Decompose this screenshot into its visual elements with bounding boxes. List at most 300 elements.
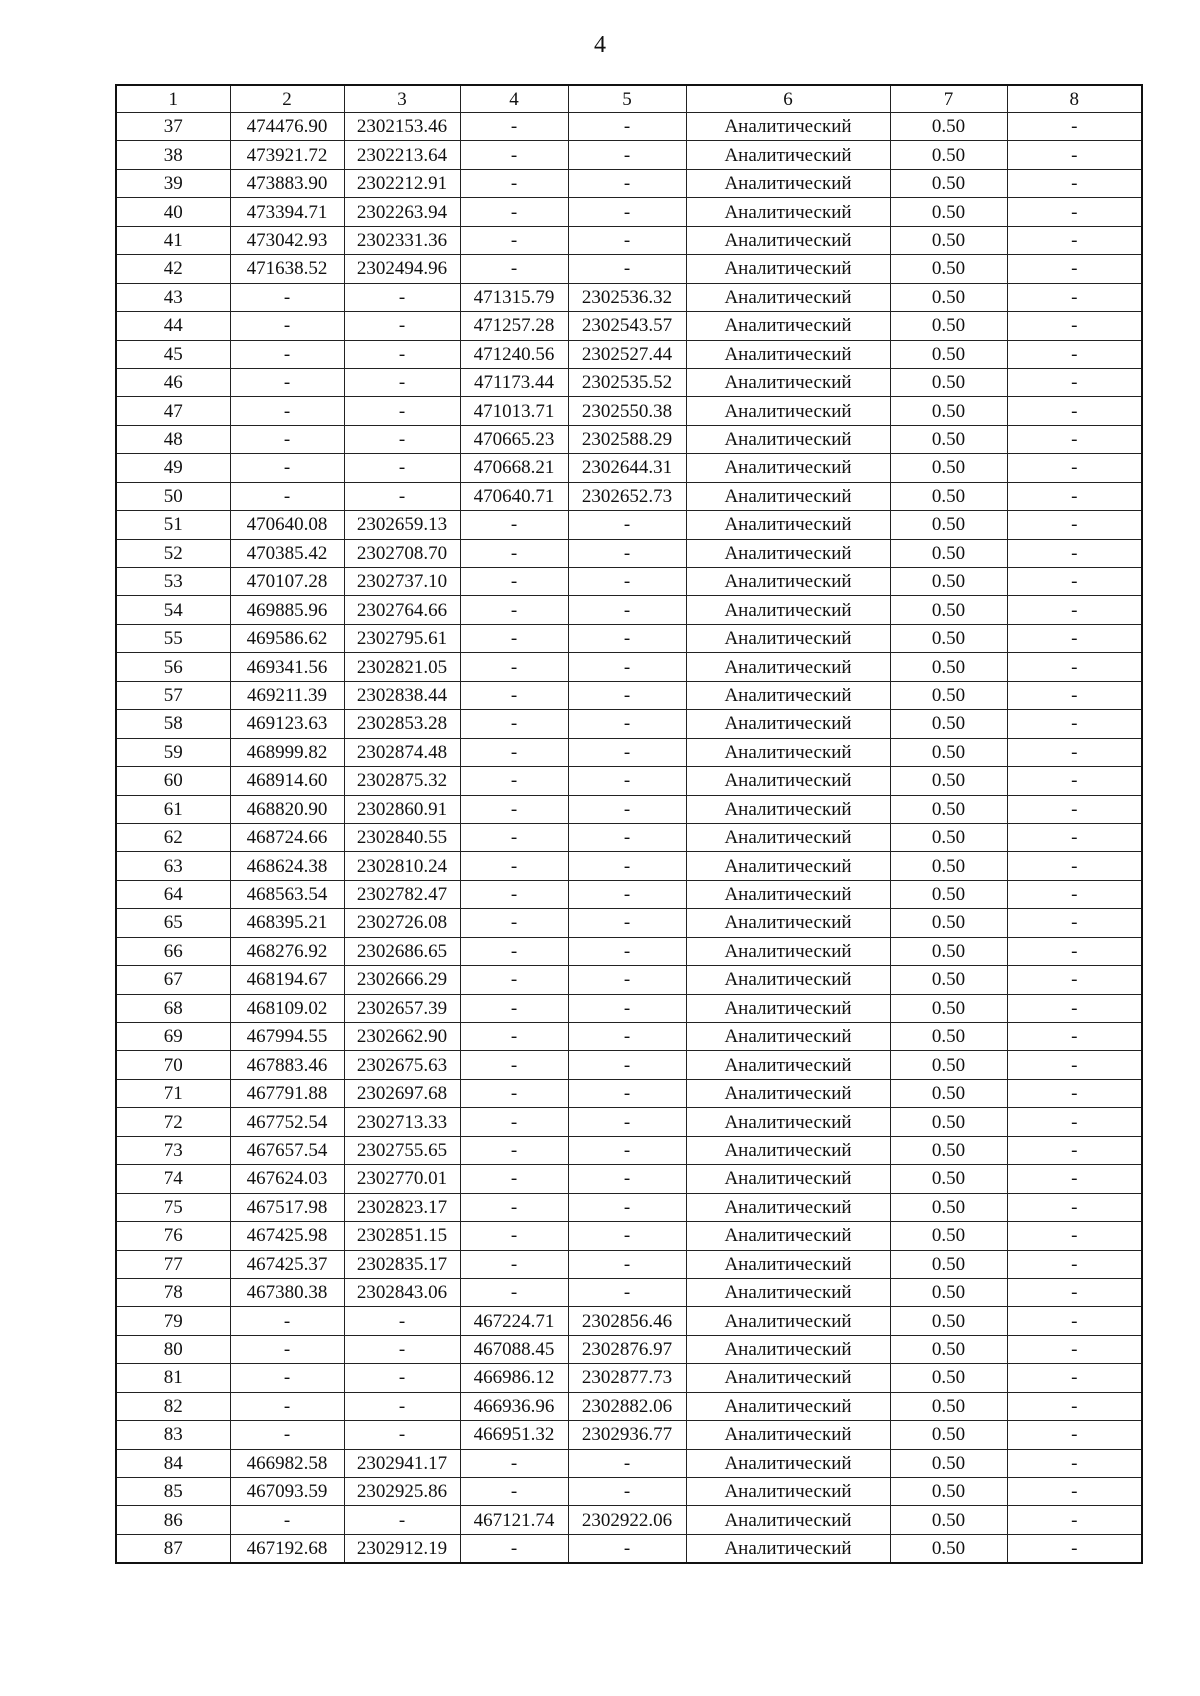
table-row bbox=[116, 454, 1142, 482]
table-cell: - bbox=[1007, 994, 1142, 1022]
table-cell: Аналитический bbox=[686, 113, 890, 141]
table-cell: - bbox=[568, 1449, 686, 1477]
table-cell: - bbox=[1007, 454, 1142, 482]
table-cell: - bbox=[568, 880, 686, 908]
table-cell: - bbox=[568, 255, 686, 283]
table-cell: 47 bbox=[116, 397, 230, 425]
table-cell: 56 bbox=[116, 653, 230, 681]
table-cell: - bbox=[460, 880, 568, 908]
table-cell: 79 bbox=[116, 1307, 230, 1335]
table-cell: 2302675.63 bbox=[344, 1051, 460, 1079]
table-cell: 473042.93 bbox=[230, 226, 344, 254]
table-row bbox=[116, 937, 1142, 965]
table-cell: 470107.28 bbox=[230, 568, 344, 596]
table-cell: 0.50 bbox=[890, 710, 1007, 738]
column-header-1: 1 bbox=[116, 85, 230, 113]
table-cell: 466936.96 bbox=[460, 1392, 568, 1420]
table-cell: 0.50 bbox=[890, 852, 1007, 880]
table-cell: 43 bbox=[116, 283, 230, 311]
table-cell: 0.50 bbox=[890, 1108, 1007, 1136]
table-cell: 2302876.97 bbox=[568, 1335, 686, 1363]
table-cell: 0.50 bbox=[890, 1534, 1007, 1563]
table-cell: - bbox=[344, 368, 460, 396]
table-cell: 0.50 bbox=[890, 1193, 1007, 1221]
table-cell: 470665.23 bbox=[460, 425, 568, 453]
table-cell: 2302213.64 bbox=[344, 141, 460, 169]
table-cell: - bbox=[460, 795, 568, 823]
table-cell: 2302823.17 bbox=[344, 1193, 460, 1221]
table-cell: 2302535.52 bbox=[568, 368, 686, 396]
table-cell: 85 bbox=[116, 1478, 230, 1506]
column-header-7: 7 bbox=[890, 85, 1007, 113]
table-cell: 469211.39 bbox=[230, 681, 344, 709]
table-cell: 53 bbox=[116, 568, 230, 596]
table-row bbox=[116, 596, 1142, 624]
table-cell: - bbox=[230, 368, 344, 396]
table-cell: - bbox=[568, 539, 686, 567]
table-cell: 2302877.73 bbox=[568, 1364, 686, 1392]
table-cell: - bbox=[1007, 368, 1142, 396]
table-cell: 51 bbox=[116, 511, 230, 539]
table-cell: 57 bbox=[116, 681, 230, 709]
table-cell: 467994.55 bbox=[230, 1023, 344, 1051]
table-row bbox=[116, 113, 1142, 141]
table-row bbox=[116, 482, 1142, 510]
table-cell: 2302726.08 bbox=[344, 909, 460, 937]
table-cell: 468194.67 bbox=[230, 966, 344, 994]
table-cell: - bbox=[460, 1023, 568, 1051]
table-cell: - bbox=[1007, 1335, 1142, 1363]
table-cell: - bbox=[460, 1222, 568, 1250]
table-cell: - bbox=[460, 966, 568, 994]
table-cell: 38 bbox=[116, 141, 230, 169]
table-cell: 467093.59 bbox=[230, 1478, 344, 1506]
table-cell: - bbox=[1007, 1250, 1142, 1278]
table-cell: - bbox=[568, 113, 686, 141]
table-cell: - bbox=[568, 1165, 686, 1193]
table-cell: - bbox=[230, 425, 344, 453]
table-cell: 471257.28 bbox=[460, 312, 568, 340]
table-cell: 2302782.47 bbox=[344, 880, 460, 908]
table-cell: - bbox=[568, 169, 686, 197]
table-cell: 473921.72 bbox=[230, 141, 344, 169]
table-cell: - bbox=[1007, 340, 1142, 368]
table-cell: 470668.21 bbox=[460, 454, 568, 482]
table-cell: 69 bbox=[116, 1023, 230, 1051]
table-cell: 467088.45 bbox=[460, 1335, 568, 1363]
table-cell: - bbox=[1007, 624, 1142, 652]
table-cell: - bbox=[1007, 937, 1142, 965]
table-cell: - bbox=[460, 1478, 568, 1506]
table-cell: 468914.60 bbox=[230, 767, 344, 795]
table-cell: 71 bbox=[116, 1079, 230, 1107]
table-cell: Аналитический bbox=[686, 397, 890, 425]
table-cell: Аналитический bbox=[686, 1364, 890, 1392]
table-cell: Аналитический bbox=[686, 1193, 890, 1221]
table-cell: Аналитический bbox=[686, 823, 890, 851]
table-cell: 55 bbox=[116, 624, 230, 652]
table-cell: 2302212.91 bbox=[344, 169, 460, 197]
table-row bbox=[116, 1364, 1142, 1392]
table-cell: - bbox=[1007, 596, 1142, 624]
table-cell: 469586.62 bbox=[230, 624, 344, 652]
table-cell: Аналитический bbox=[686, 681, 890, 709]
table-cell: - bbox=[344, 1392, 460, 1420]
table-cell: 0.50 bbox=[890, 397, 1007, 425]
table-cell: 75 bbox=[116, 1193, 230, 1221]
table-cell: 2302795.61 bbox=[344, 624, 460, 652]
table-cell: - bbox=[568, 1222, 686, 1250]
table-cell: - bbox=[460, 511, 568, 539]
table-row bbox=[116, 169, 1142, 197]
table-cell: 469885.96 bbox=[230, 596, 344, 624]
table-cell: - bbox=[1007, 425, 1142, 453]
table-cell: 2302770.01 bbox=[344, 1165, 460, 1193]
table-cell: - bbox=[460, 767, 568, 795]
table-cell: - bbox=[460, 937, 568, 965]
table-cell: - bbox=[1007, 1222, 1142, 1250]
table-cell: 77 bbox=[116, 1250, 230, 1278]
table-cell: 470640.08 bbox=[230, 511, 344, 539]
table-cell: 2302659.13 bbox=[344, 511, 460, 539]
table-cell: Аналитический bbox=[686, 141, 890, 169]
table-cell: Аналитический bbox=[686, 624, 890, 652]
table-cell: 54 bbox=[116, 596, 230, 624]
table-cell: 81 bbox=[116, 1364, 230, 1392]
table-cell: - bbox=[568, 1534, 686, 1563]
table-row bbox=[116, 653, 1142, 681]
table-cell: - bbox=[568, 226, 686, 254]
table-cell: - bbox=[1007, 169, 1142, 197]
table-cell: - bbox=[460, 596, 568, 624]
table-row bbox=[116, 1079, 1142, 1107]
table-row bbox=[116, 738, 1142, 766]
table-cell: - bbox=[568, 1051, 686, 1079]
table-cell: 74 bbox=[116, 1165, 230, 1193]
table-cell: 76 bbox=[116, 1222, 230, 1250]
table-cell: 41 bbox=[116, 226, 230, 254]
table-row bbox=[116, 1534, 1142, 1563]
table-cell: 2302527.44 bbox=[568, 340, 686, 368]
table-cell: Аналитический bbox=[686, 909, 890, 937]
table-cell: 0.50 bbox=[890, 1136, 1007, 1164]
table-cell: 0.50 bbox=[890, 425, 1007, 453]
table-cell: 470640.71 bbox=[460, 482, 568, 510]
table-cell: 0.50 bbox=[890, 795, 1007, 823]
table-cell: 471173.44 bbox=[460, 368, 568, 396]
table-cell: Аналитический bbox=[686, 568, 890, 596]
table-cell: Аналитический bbox=[686, 1506, 890, 1534]
table-cell: 0.50 bbox=[890, 738, 1007, 766]
table-cell: 2302922.06 bbox=[568, 1506, 686, 1534]
table-cell: - bbox=[344, 1506, 460, 1534]
table-cell: 2302912.19 bbox=[344, 1534, 460, 1563]
table-cell: Аналитический bbox=[686, 738, 890, 766]
table-cell: - bbox=[1007, 568, 1142, 596]
table-cell: - bbox=[568, 852, 686, 880]
table-cell: 467121.74 bbox=[460, 1506, 568, 1534]
table-cell: - bbox=[1007, 1478, 1142, 1506]
table-cell: - bbox=[460, 994, 568, 1022]
table-cell: Аналитический bbox=[686, 454, 890, 482]
table-cell: 466982.58 bbox=[230, 1449, 344, 1477]
table-cell: 467425.98 bbox=[230, 1222, 344, 1250]
table-cell: 470385.42 bbox=[230, 539, 344, 567]
table-cell: 468724.66 bbox=[230, 823, 344, 851]
table-cell: 0.50 bbox=[890, 966, 1007, 994]
table-cell: 0.50 bbox=[890, 823, 1007, 851]
table-cell: - bbox=[568, 1136, 686, 1164]
table-cell: 0.50 bbox=[890, 909, 1007, 937]
table-cell: - bbox=[230, 1335, 344, 1363]
table-cell: 2302764.66 bbox=[344, 596, 460, 624]
table-row bbox=[116, 624, 1142, 652]
table-cell: Аналитический bbox=[686, 852, 890, 880]
table-cell: Аналитический bbox=[686, 966, 890, 994]
table-cell: Аналитический bbox=[686, 1278, 890, 1306]
table-cell: 467883.46 bbox=[230, 1051, 344, 1079]
table-cell: - bbox=[344, 1364, 460, 1392]
table-cell: 2302856.46 bbox=[568, 1307, 686, 1335]
table-cell: 473883.90 bbox=[230, 169, 344, 197]
table-row bbox=[116, 1193, 1142, 1221]
table-row bbox=[116, 710, 1142, 738]
table-cell: - bbox=[460, 1051, 568, 1079]
table-cell: 0.50 bbox=[890, 1392, 1007, 1420]
table-cell: 471240.56 bbox=[460, 340, 568, 368]
table-row bbox=[116, 795, 1142, 823]
table-row bbox=[116, 226, 1142, 254]
table-row bbox=[116, 198, 1142, 226]
table-cell: - bbox=[230, 1392, 344, 1420]
table-row bbox=[116, 1165, 1142, 1193]
table-cell: - bbox=[460, 1165, 568, 1193]
table-cell: - bbox=[344, 425, 460, 453]
table-cell: - bbox=[568, 681, 686, 709]
table-cell: 61 bbox=[116, 795, 230, 823]
coordinates-table bbox=[115, 84, 1143, 1564]
table-cell: 0.50 bbox=[890, 113, 1007, 141]
table-cell: - bbox=[568, 710, 686, 738]
table-cell: - bbox=[460, 1534, 568, 1563]
table-cell: 52 bbox=[116, 539, 230, 567]
table-cell: - bbox=[344, 312, 460, 340]
table-cell: - bbox=[460, 568, 568, 596]
table-cell: - bbox=[460, 823, 568, 851]
table-row bbox=[116, 368, 1142, 396]
table-cell: 0.50 bbox=[890, 880, 1007, 908]
table-cell: - bbox=[460, 710, 568, 738]
table-cell: 62 bbox=[116, 823, 230, 851]
column-header-3: 3 bbox=[344, 85, 460, 113]
table-cell: - bbox=[344, 397, 460, 425]
page-number: 4 bbox=[594, 32, 606, 58]
table-cell: 2302882.06 bbox=[568, 1392, 686, 1420]
table-body bbox=[116, 113, 1142, 1564]
table-row bbox=[116, 909, 1142, 937]
column-header-2: 2 bbox=[230, 85, 344, 113]
table-row bbox=[116, 511, 1142, 539]
table-cell: 474476.90 bbox=[230, 113, 344, 141]
column-header-4: 4 bbox=[460, 85, 568, 113]
table-cell: 2302550.38 bbox=[568, 397, 686, 425]
table-cell: 68 bbox=[116, 994, 230, 1022]
table-cell: - bbox=[568, 823, 686, 851]
table-cell: 2302874.48 bbox=[344, 738, 460, 766]
table-cell: 2302936.77 bbox=[568, 1421, 686, 1449]
table-cell: - bbox=[1007, 1449, 1142, 1477]
table-cell: - bbox=[1007, 511, 1142, 539]
table-cell: Аналитический bbox=[686, 1449, 890, 1477]
table-header-row bbox=[116, 85, 1142, 113]
table-cell: - bbox=[230, 1421, 344, 1449]
table-cell: - bbox=[1007, 909, 1142, 937]
table-cell: 2302662.90 bbox=[344, 1023, 460, 1051]
table-cell: 0.50 bbox=[890, 255, 1007, 283]
table-cell: 468563.54 bbox=[230, 880, 344, 908]
table-cell: - bbox=[460, 653, 568, 681]
table-cell: 2302657.39 bbox=[344, 994, 460, 1022]
table-cell: 0.50 bbox=[890, 653, 1007, 681]
table-cell: 0.50 bbox=[890, 767, 1007, 795]
table-cell: - bbox=[1007, 539, 1142, 567]
table-cell: Аналитический bbox=[686, 1108, 890, 1136]
table-cell: - bbox=[1007, 255, 1142, 283]
table-cell: - bbox=[344, 454, 460, 482]
table-cell: - bbox=[1007, 1506, 1142, 1534]
table-cell: Аналитический bbox=[686, 368, 890, 396]
table-cell: - bbox=[460, 1079, 568, 1107]
table-cell: Аналитический bbox=[686, 1478, 890, 1506]
table-cell: - bbox=[230, 1364, 344, 1392]
table-cell: 468395.21 bbox=[230, 909, 344, 937]
table-cell: 48 bbox=[116, 425, 230, 453]
table-row bbox=[116, 1051, 1142, 1079]
table-cell: 45 bbox=[116, 340, 230, 368]
table-cell: - bbox=[568, 994, 686, 1022]
table-cell: Аналитический bbox=[686, 1136, 890, 1164]
table-cell: 467657.54 bbox=[230, 1136, 344, 1164]
table-cell: - bbox=[1007, 1023, 1142, 1051]
table-cell: - bbox=[568, 1023, 686, 1051]
table-cell: Аналитический bbox=[686, 937, 890, 965]
table-cell: 471013.71 bbox=[460, 397, 568, 425]
table-cell: - bbox=[460, 738, 568, 766]
table-cell: 0.50 bbox=[890, 1222, 1007, 1250]
table-cell: 467791.88 bbox=[230, 1079, 344, 1107]
table-cell: - bbox=[460, 169, 568, 197]
table-row bbox=[116, 1478, 1142, 1506]
table-cell: 0.50 bbox=[890, 1335, 1007, 1363]
table-cell: 2302686.65 bbox=[344, 937, 460, 965]
table-row bbox=[116, 966, 1142, 994]
table-cell: 2302810.24 bbox=[344, 852, 460, 880]
table-cell: - bbox=[1007, 767, 1142, 795]
table-cell: - bbox=[460, 1449, 568, 1477]
table-row bbox=[116, 425, 1142, 453]
table-row bbox=[116, 1250, 1142, 1278]
table-cell: - bbox=[1007, 482, 1142, 510]
table-cell: - bbox=[1007, 1307, 1142, 1335]
table-cell: - bbox=[1007, 880, 1142, 908]
table-cell: Аналитический bbox=[686, 511, 890, 539]
table-cell: 467624.03 bbox=[230, 1165, 344, 1193]
table-row bbox=[116, 1449, 1142, 1477]
table-cell: 2302851.15 bbox=[344, 1222, 460, 1250]
table-cell: 0.50 bbox=[890, 454, 1007, 482]
table-cell: 0.50 bbox=[890, 1051, 1007, 1079]
table-cell: Аналитический bbox=[686, 1250, 890, 1278]
table-cell: Аналитический bbox=[686, 1051, 890, 1079]
table-cell: 2302536.32 bbox=[568, 283, 686, 311]
table-cell: - bbox=[460, 852, 568, 880]
table-row bbox=[116, 1421, 1142, 1449]
table-cell: 471638.52 bbox=[230, 255, 344, 283]
table-cell: 42 bbox=[116, 255, 230, 283]
table-cell: 2302925.86 bbox=[344, 1478, 460, 1506]
table-cell: - bbox=[1007, 1392, 1142, 1420]
table-cell: 468624.38 bbox=[230, 852, 344, 880]
table-cell: 87 bbox=[116, 1534, 230, 1563]
table-cell: Аналитический bbox=[686, 767, 890, 795]
table-cell: - bbox=[1007, 1079, 1142, 1107]
table-cell: 0.50 bbox=[890, 482, 1007, 510]
table-row bbox=[116, 1136, 1142, 1164]
table-cell: Аналитический bbox=[686, 198, 890, 226]
table-cell: 0.50 bbox=[890, 624, 1007, 652]
table-cell: 0.50 bbox=[890, 568, 1007, 596]
table-cell: - bbox=[344, 1307, 460, 1335]
table-cell: 73 bbox=[116, 1136, 230, 1164]
table-cell: 0.50 bbox=[890, 1478, 1007, 1506]
table-cell: 2302853.28 bbox=[344, 710, 460, 738]
table-cell: 44 bbox=[116, 312, 230, 340]
table-cell: 83 bbox=[116, 1421, 230, 1449]
table-cell: 2302941.17 bbox=[344, 1449, 460, 1477]
table-cell: 2302835.17 bbox=[344, 1250, 460, 1278]
table-cell: 0.50 bbox=[890, 511, 1007, 539]
table-cell: Аналитический bbox=[686, 425, 890, 453]
table-cell: - bbox=[1007, 852, 1142, 880]
table-cell: - bbox=[1007, 226, 1142, 254]
table-cell: - bbox=[1007, 795, 1142, 823]
table-cell: 473394.71 bbox=[230, 198, 344, 226]
table-cell: - bbox=[344, 283, 460, 311]
table-row bbox=[116, 1023, 1142, 1051]
table-cell: - bbox=[568, 767, 686, 795]
table-row bbox=[116, 994, 1142, 1022]
table-cell: 2302666.29 bbox=[344, 966, 460, 994]
table-cell: 467192.68 bbox=[230, 1534, 344, 1563]
table-cell: Аналитический bbox=[686, 1165, 890, 1193]
table-cell: 2302840.55 bbox=[344, 823, 460, 851]
table-cell: Аналитический bbox=[686, 596, 890, 624]
table-cell: - bbox=[1007, 710, 1142, 738]
table-cell: 2302588.29 bbox=[568, 425, 686, 453]
table-cell: 2302543.57 bbox=[568, 312, 686, 340]
table-cell: - bbox=[1007, 141, 1142, 169]
table-cell: - bbox=[460, 1278, 568, 1306]
table-cell: Аналитический bbox=[686, 1534, 890, 1563]
table-row bbox=[116, 397, 1142, 425]
table-cell: - bbox=[460, 909, 568, 937]
table-cell: - bbox=[568, 795, 686, 823]
table-cell: 78 bbox=[116, 1278, 230, 1306]
table-cell: - bbox=[568, 653, 686, 681]
table-cell: - bbox=[230, 340, 344, 368]
table-cell: - bbox=[1007, 1051, 1142, 1079]
table-cell: 50 bbox=[116, 482, 230, 510]
